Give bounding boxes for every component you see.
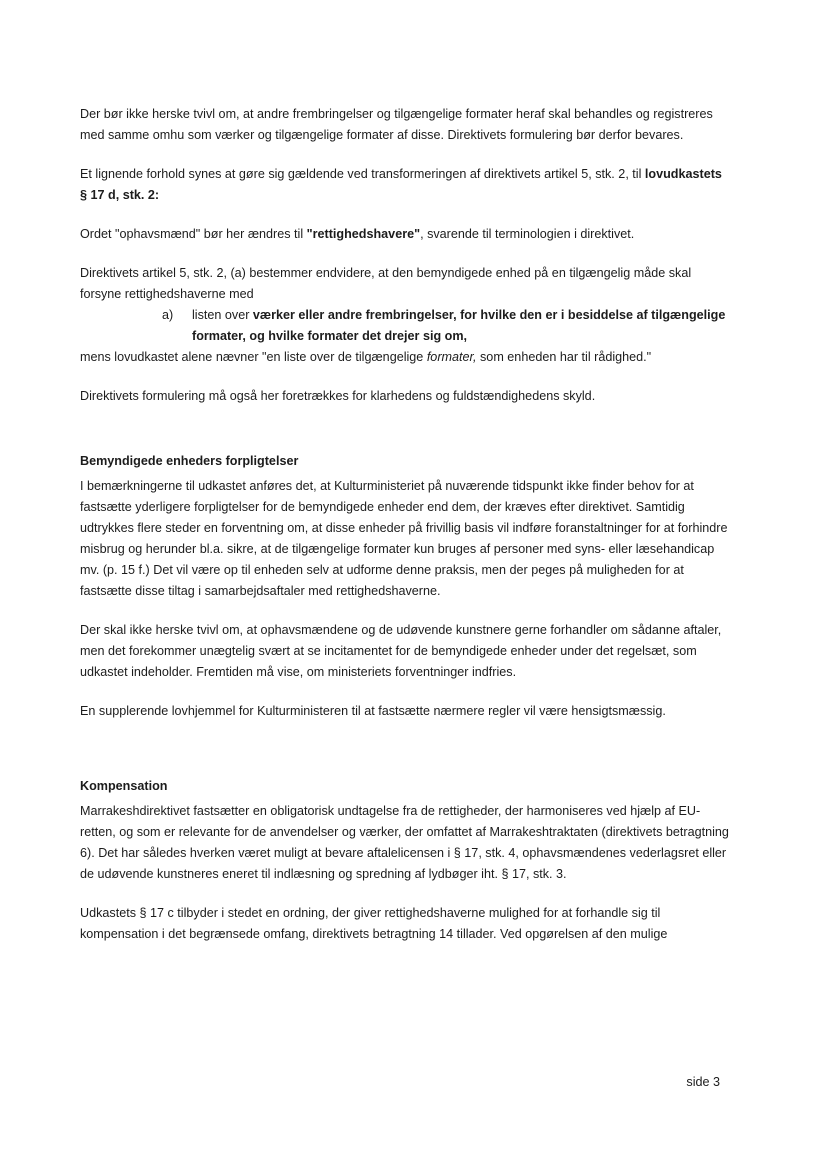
paragraph-law-draft — [80, 347, 730, 368]
paragraph-compensation-1: Marrakeshdirektivet fastsætter en obligatorisk undtagelse fra de rettigheder, der harmoniseres ved hjælp af EU-retten, og som er relevante for de anvendelser og værker, der omfattet af Marrakeshtraktaten (direktivets betragtning 6). Det har således hverken været muligt at bevare aftalelicensen i § 17, stk. 4, ophavsmændenes vederlagsret eller de udøvende kunstneres eneret til indlæsning og spredning af lydbøger iht. § 17, stk. 3. — [80, 804, 729, 881]
paragraph-obligations-3: En supplerende lovhjemmel for Kulturministeren til at fastsætte nærmere regler vil være hensigtsmæssig. — [80, 704, 666, 718]
paragraph-text: mens lovudkastet alene nævner "en liste over de tilgængelige — [80, 350, 427, 364]
paragraph-terminology — [80, 224, 730, 245]
list-item-text: listen over — [192, 308, 253, 322]
section-heading-obligations: Bemyndigede enheders forpligtelser — [80, 454, 299, 468]
list-item-bold: værker eller andre frembringelser, for hvilke den er i besiddelse af tilgængelige formater, og hvilke formater det drejer sig om, — [192, 308, 726, 343]
paragraph-article-5-2a: Direktivets artikel 5, stk. 2, (a) bestemmer endvidere, at den bemyndigede enhed på en tilgængelig måde skal forsyne rettighedshaverne med — [80, 266, 692, 301]
paragraph-compensation-2: Udkastets § 17 c tilbyder i stedet en ordning, der giver rettighedshaverne mulighed for at forhandle sig til kompensation i det begrænsede omfang, direktivets betragtning 14 tillader. Ved opgørelsen af den mulige — [80, 906, 668, 941]
paragraph-formats: Der bør ikke herske tvivl om, at andre frembringelser og tilgængelige formater heraf skal behandles og registreres med samme omhu som værker og tilgængelige formater af disse. Direktivets formulering bør derfor bevares. — [80, 107, 713, 142]
paragraph-article-5 — [80, 164, 730, 206]
section-heading-compensation: Kompensation — [80, 779, 168, 793]
bold-term: "rettighedshavere" — [306, 227, 421, 241]
paragraph-obligations-1: I bemærkningerne til udkastet anføres det, at Kulturministeriet på nuværende tidspunkt ikke finder behov for at fastsætte yderligere forpligtelser for de bemyndigede enheder end dem, der kræves efter direktivet. Samtidig udtrykkes flere steder en forventning om, at disse enheder på frivillig basis vil indføre foranstaltninger for at forhindre misbrug og herunder bl.a. sikre, at de tilgængelige formater kun bruges af personer med syns- eller læsehandicap mv. (p. 15 f.) Det vil være op til enheden selv at udforme denne praksis, men der peges på muligheden for at fastsætte disse tiltag i samarbejdsaftaler med rettighedshaverne. — [80, 479, 728, 598]
paragraph-obligations-2: Der skal ikke herske tvivl om, at ophavsmændene og de udøvende kunstnere gerne forhandler om sådanne aftaler, men det forekommer unægtelig svært at se incitamentet for de bemyndigede enheder under det regelsæt, som udkastet indeholder. Fremtiden må vise, om ministeriets forventninger indfries. — [80, 623, 722, 679]
bold-reference: lovudkastets § 17 d, stk. 2: — [80, 167, 722, 202]
paragraph-text: som enheden har til rådighed." — [476, 350, 652, 364]
list-item — [80, 305, 730, 347]
list-marker: a) — [162, 308, 174, 322]
italic-term: formater, — [426, 350, 477, 364]
paragraph-text: , svarende til terminologien i direktivet. — [420, 227, 635, 241]
document-page — [80, 104, 730, 963]
paragraph-text: Et lignende forhold synes at gøre sig gældende ved transformeringen af direktivets artikel 5, stk. 2, til — [80, 167, 645, 181]
paragraph-text: Ordet "ophavsmænd" bør her ændres til — [80, 227, 307, 241]
paragraph-preference: Direktivets formulering må også her foretrækkes for klarhedens og fuldstændighedens skyld. — [80, 389, 596, 403]
page-number: side 3 — [686, 1075, 720, 1089]
